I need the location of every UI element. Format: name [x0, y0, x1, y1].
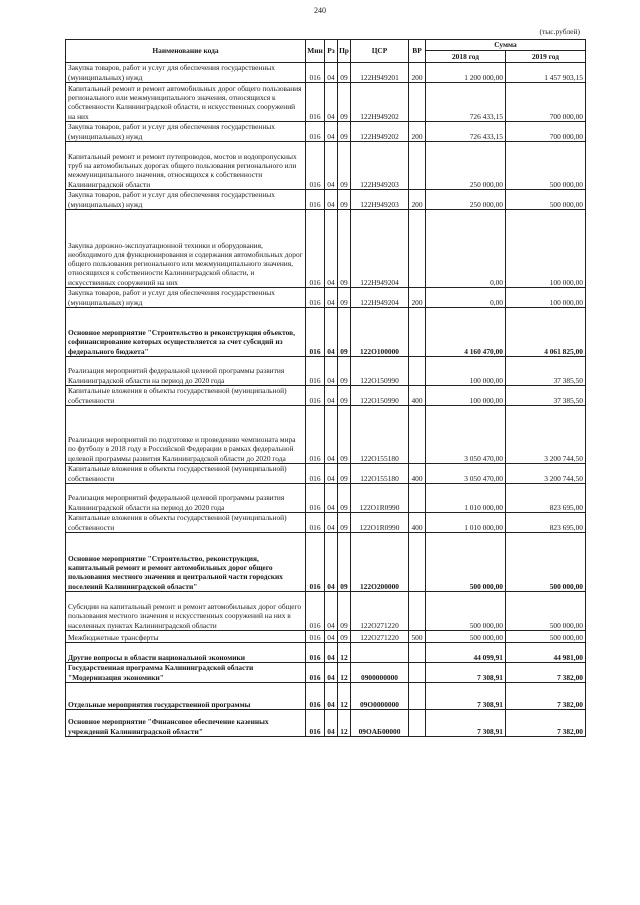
cell-csr: 122H949203 — [351, 142, 409, 190]
cell-y2019: 44 981,00 — [506, 643, 586, 663]
cell-name: Основное мероприятие "Финансовое обеспечение казенных учреждений Калининградской области" — [66, 710, 306, 737]
cell-pr: 09 — [338, 464, 351, 484]
cell-vr: 200 — [409, 190, 426, 210]
cell-y2019: 700 000,00 — [506, 83, 586, 122]
cell-vr — [409, 533, 426, 592]
cell-name: Капитальные вложения в объекты государственной (муниципальной) собственности — [66, 513, 306, 533]
table-row — [66, 663, 586, 683]
table-row — [66, 710, 586, 737]
cell-rz: 04 — [325, 288, 338, 308]
cell-vr — [409, 683, 426, 710]
cell-rz: 04 — [325, 63, 338, 83]
unit-note: (тыс.рублей) — [539, 27, 580, 36]
cell-csr: 122O100000 — [351, 308, 409, 357]
cell-pr: 09 — [338, 288, 351, 308]
cell-y2019: 7 382,00 — [506, 710, 586, 737]
cell-name: Закупка товаров, работ и услуг для обеспечения государственных (муниципальных) нужд — [66, 190, 306, 210]
cell-min: 016 — [306, 308, 325, 357]
cell-csr: 122O200000 — [351, 533, 409, 592]
table-row — [66, 592, 586, 631]
cell-vr: 400 — [409, 386, 426, 406]
cell-y2019: 500 000,00 — [506, 190, 586, 210]
cell-min: 016 — [306, 406, 325, 464]
cell-pr: 09 — [338, 83, 351, 122]
cell-y2019: 823 695,00 — [506, 513, 586, 533]
cell-min: 016 — [306, 83, 325, 122]
cell-csr: 122O155180 — [351, 464, 409, 484]
cell-y2019: 100 000,00 — [506, 210, 586, 288]
cell-min: 016 — [306, 288, 325, 308]
cell-vr — [409, 710, 426, 737]
table-row — [66, 533, 586, 592]
table-header-row — [66, 40, 586, 51]
cell-pr: 09 — [338, 406, 351, 464]
cell-vr: 200 — [409, 63, 426, 83]
cell-vr: 400 — [409, 464, 426, 484]
cell-y2018: 500 000,00 — [426, 631, 506, 643]
header-rz: Рз — [325, 40, 338, 63]
cell-csr: 0900000000 — [351, 663, 409, 683]
cell-rz: 04 — [325, 513, 338, 533]
cell-pr: 09 — [338, 513, 351, 533]
cell-rz: 04 — [325, 710, 338, 737]
cell-name: Реализация мероприятий по подготовке и проведению чемпионата мира по футболу в 2018 году в Российской Федерации в рамках федеральной целевой программы развития Калининградской области до 2020 года — [66, 406, 306, 464]
cell-pr: 09 — [338, 484, 351, 513]
cell-min: 016 — [306, 122, 325, 142]
cell-y2019: 37 385,50 — [506, 357, 586, 386]
header-sum: Сумма — [426, 40, 586, 51]
cell-name: Закупка товаров, работ и услуг для обеспечения государственных (муниципальных) нужд — [66, 288, 306, 308]
cell-vr — [409, 663, 426, 683]
cell-pr: 09 — [338, 210, 351, 288]
cell-y2018: 726 433,15 — [426, 122, 506, 142]
cell-pr: 09 — [338, 631, 351, 643]
table-row — [66, 63, 586, 83]
cell-name: Закупка товаров, работ и услуг для обеспечения государственных (муниципальных) нужд — [66, 122, 306, 142]
cell-csr: 122H949204 — [351, 288, 409, 308]
cell-csr: 122O1R0990 — [351, 513, 409, 533]
cell-y2019: 500 000,00 — [506, 142, 586, 190]
cell-name: Реализация мероприятий федеральной целевой программы развития Калининградской области на период до 2020 года — [66, 357, 306, 386]
cell-rz: 04 — [325, 142, 338, 190]
cell-y2018: 500 000,00 — [426, 533, 506, 592]
cell-y2018: 7 308,91 — [426, 710, 506, 737]
cell-min: 016 — [306, 533, 325, 592]
page-number: 240 — [314, 6, 326, 15]
cell-rz: 04 — [325, 308, 338, 357]
table-row — [66, 83, 586, 122]
cell-name: Капитальный ремонт и ремонт путепроводов, мостов и водопропускных труб на автомобильных дорогах общего пользования регионального или межмуниципального значения, относящихся к собственности Калининградской области — [66, 142, 306, 190]
header-pr: Пр — [338, 40, 351, 63]
cell-csr: 122H949202 — [351, 83, 409, 122]
cell-min: 016 — [306, 210, 325, 288]
cell-pr: 09 — [338, 122, 351, 142]
cell-y2019: 3 200 744,50 — [506, 464, 586, 484]
cell-min: 016 — [306, 484, 325, 513]
header-csr: ЦСР — [351, 40, 409, 63]
cell-pr: 09 — [338, 63, 351, 83]
table-row — [66, 683, 586, 710]
cell-name: Другие вопросы в области национальной экономики — [66, 643, 306, 663]
cell-y2018: 250 000,00 — [426, 190, 506, 210]
cell-y2018: 100 000,00 — [426, 357, 506, 386]
cell-csr: 09OAБ00000 — [351, 710, 409, 737]
table-row — [66, 513, 586, 533]
cell-min: 016 — [306, 190, 325, 210]
cell-vr — [409, 592, 426, 631]
cell-min: 016 — [306, 710, 325, 737]
cell-y2018: 100 000,00 — [426, 386, 506, 406]
cell-pr: 09 — [338, 190, 351, 210]
table-body — [66, 63, 586, 737]
cell-min: 016 — [306, 464, 325, 484]
table-row — [66, 484, 586, 513]
cell-pr: 12 — [338, 683, 351, 710]
cell-y2018: 3 050 470,00 — [426, 464, 506, 484]
cell-csr: 122O271220 — [351, 592, 409, 631]
cell-min: 016 — [306, 663, 325, 683]
table-row — [66, 406, 586, 464]
table-row — [66, 631, 586, 643]
cell-vr — [409, 308, 426, 357]
cell-csr: 122O150990 — [351, 357, 409, 386]
cell-pr: 09 — [338, 386, 351, 406]
cell-rz: 04 — [325, 484, 338, 513]
cell-vr: 400 — [409, 513, 426, 533]
cell-min: 016 — [306, 631, 325, 643]
cell-name: Закупка дорожно-эксплуатационной техники и оборудования, необходимого для функционирования и содержания автомобильных дорог общего пользования регионального или межмуниципального значения, относящихся к собственности Калининградской области, и искусственных сооружений на них — [66, 210, 306, 288]
cell-csr: 122H949202 — [351, 122, 409, 142]
cell-name: Основное мероприятие "Строительство и реконструкция объектов, софинансирование которых осуществляется за счет субсидий из федерального бюджета" — [66, 308, 306, 357]
cell-pr: 12 — [338, 710, 351, 737]
cell-min: 016 — [306, 357, 325, 386]
cell-y2019: 823 695,00 — [506, 484, 586, 513]
cell-y2018: 7 308,91 — [426, 663, 506, 683]
cell-name: Отдельные мероприятия государственной программы — [66, 683, 306, 710]
cell-vr: 200 — [409, 288, 426, 308]
table-row — [66, 142, 586, 190]
cell-y2019: 500 000,00 — [506, 631, 586, 643]
cell-y2018: 1 200 000,00 — [426, 63, 506, 83]
cell-vr — [409, 357, 426, 386]
cell-csr: 09O0000000 — [351, 683, 409, 710]
table-row — [66, 643, 586, 663]
cell-pr: 09 — [338, 308, 351, 357]
cell-name: Реализация мероприятий федеральной целевой программы развития Калининградской области на период до 2020 года — [66, 484, 306, 513]
cell-rz: 04 — [325, 210, 338, 288]
budget-table — [65, 39, 586, 737]
cell-vr — [409, 484, 426, 513]
header-min: Мин — [306, 40, 325, 63]
cell-rz: 04 — [325, 663, 338, 683]
cell-pr: 09 — [338, 357, 351, 386]
cell-y2018: 1 010 000,00 — [426, 513, 506, 533]
header-name: Наименование кода — [66, 40, 306, 63]
cell-y2018: 3 050 470,00 — [426, 406, 506, 464]
cell-y2019: 4 061 825,00 — [506, 308, 586, 357]
cell-name: Закупка товаров, работ и услуг для обеспечения государственных (муниципальных) нужд — [66, 63, 306, 83]
table-row — [66, 190, 586, 210]
cell-rz: 04 — [325, 643, 338, 663]
cell-min: 016 — [306, 63, 325, 83]
cell-y2019: 1 457 903,15 — [506, 63, 586, 83]
cell-vr — [409, 643, 426, 663]
table-row — [66, 288, 586, 308]
cell-pr: 12 — [338, 663, 351, 683]
cell-csr: 122O150990 — [351, 386, 409, 406]
cell-y2018: 500 000,00 — [426, 592, 506, 631]
table-row — [66, 464, 586, 484]
cell-min: 016 — [306, 386, 325, 406]
cell-pr: 12 — [338, 643, 351, 663]
cell-csr — [351, 643, 409, 663]
table-row — [66, 308, 586, 357]
cell-min: 016 — [306, 513, 325, 533]
cell-name: Государственная программа Калининградской области "Модернизация экономики" — [66, 663, 306, 683]
cell-vr: 200 — [409, 122, 426, 142]
header-2018: 2018 год — [426, 51, 506, 63]
cell-csr: 122O155180 — [351, 406, 409, 464]
cell-min: 016 — [306, 643, 325, 663]
cell-pr: 09 — [338, 592, 351, 631]
cell-rz: 04 — [325, 357, 338, 386]
cell-name: Субсидии на капитальный ремонт и ремонт автомобильных дорог общего пользования местного значения и искусственных сооружений на них в населенных пунктах Калининградской области — [66, 592, 306, 631]
cell-name: Капитальный ремонт и ремонт автомобильных дорог общего пользования регионального или межмуниципального значения, относящихся к собственности Калининградской области, и искусственных сооружений на них — [66, 83, 306, 122]
cell-rz: 04 — [325, 533, 338, 592]
cell-y2019: 7 382,00 — [506, 683, 586, 710]
cell-rz: 04 — [325, 592, 338, 631]
cell-y2018: 7 308,91 — [426, 683, 506, 710]
cell-csr: 122O1R0990 — [351, 484, 409, 513]
cell-y2019: 100 000,00 — [506, 288, 586, 308]
cell-y2019: 500 000,00 — [506, 592, 586, 631]
cell-y2018: 4 160 470,00 — [426, 308, 506, 357]
cell-name: Капитальные вложения в объекты государственной (муниципальной) собственности — [66, 386, 306, 406]
cell-min: 016 — [306, 142, 325, 190]
cell-y2018: 726 433,15 — [426, 83, 506, 122]
cell-rz: 04 — [325, 83, 338, 122]
cell-rz: 04 — [325, 122, 338, 142]
cell-rz: 04 — [325, 464, 338, 484]
cell-csr: 122H949204 — [351, 210, 409, 288]
cell-y2019: 500 000,00 — [506, 533, 586, 592]
cell-y2018: 1 010 000,00 — [426, 484, 506, 513]
table-row — [66, 386, 586, 406]
cell-pr: 09 — [338, 533, 351, 592]
cell-vr — [409, 210, 426, 288]
header-2019: 2019 год — [506, 51, 586, 63]
cell-name: Основное мероприятие "Строительство, реконструкция, капитальный ремонт и ремонт автомобильных дорог общего пользования местного значения и центральной части городских поселений Калининградской области" — [66, 533, 306, 592]
cell-min: 016 — [306, 683, 325, 710]
cell-vr — [409, 406, 426, 464]
cell-csr: 122O271220 — [351, 631, 409, 643]
cell-name: Капитальные вложения в объекты государственной (муниципальной) собственности — [66, 464, 306, 484]
table-row — [66, 210, 586, 288]
cell-y2019: 700 000,00 — [506, 122, 586, 142]
cell-y2019: 3 200 744,50 — [506, 406, 586, 464]
cell-rz: 04 — [325, 631, 338, 643]
cell-vr — [409, 142, 426, 190]
table-row — [66, 122, 586, 142]
cell-name: Межбюджетные трансферты — [66, 631, 306, 643]
cell-vr: 500 — [409, 631, 426, 643]
cell-csr: 122H949203 — [351, 190, 409, 210]
cell-csr: 122H949201 — [351, 63, 409, 83]
cell-vr — [409, 83, 426, 122]
cell-y2018: 0,00 — [426, 210, 506, 288]
cell-rz: 04 — [325, 190, 338, 210]
cell-y2018: 0,00 — [426, 288, 506, 308]
cell-rz: 04 — [325, 683, 338, 710]
cell-y2018: 250 000,00 — [426, 142, 506, 190]
cell-y2018: 44 099,91 — [426, 643, 506, 663]
table-row — [66, 357, 586, 386]
cell-y2019: 37 385,50 — [506, 386, 586, 406]
cell-pr: 09 — [338, 142, 351, 190]
cell-rz: 04 — [325, 386, 338, 406]
cell-min: 016 — [306, 592, 325, 631]
cell-rz: 04 — [325, 406, 338, 464]
cell-y2019: 7 382,00 — [506, 663, 586, 683]
header-vr: ВР — [409, 40, 426, 63]
